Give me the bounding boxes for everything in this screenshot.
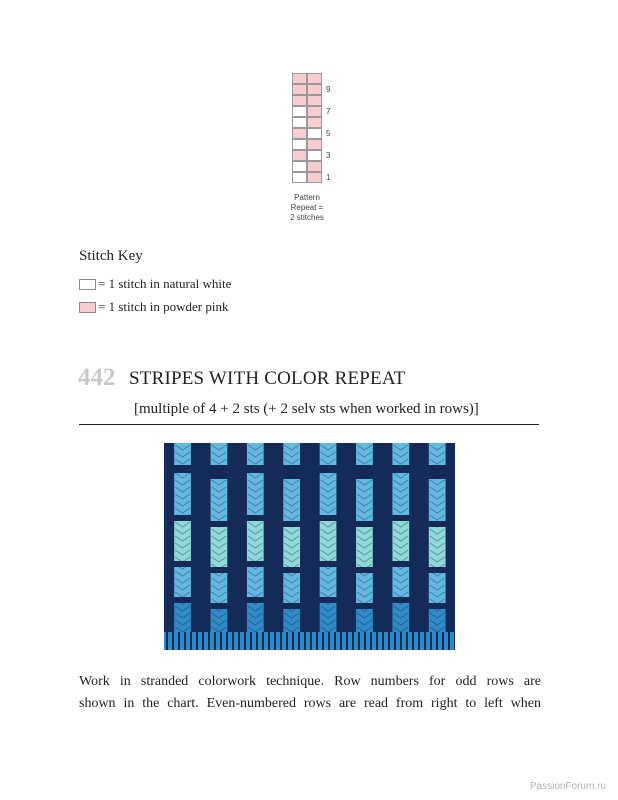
row-number-9: 9 (326, 85, 331, 94)
section-subtitle: [multiple of 4 + 2 sts (+ 2 selv sts when worked in rows)] (134, 401, 479, 417)
stitch-key-white (79, 276, 231, 292)
section-title: STRIPES WITH COLOR REPEAT (129, 368, 406, 389)
ribbing-line (454, 632, 455, 650)
stitch-key-title: Stitch Key (79, 248, 143, 264)
chart-cell (292, 172, 307, 183)
caption-line: 2 stitches (290, 213, 324, 222)
ribbing-line (292, 632, 294, 650)
section-number: 442 (78, 364, 116, 391)
knitted-swatch-photo (164, 443, 455, 650)
ribbing-line (250, 632, 252, 650)
swatch-stripe (211, 527, 228, 567)
ribbing-line (196, 632, 198, 650)
chart-cell (292, 150, 307, 161)
ribbing-line (448, 632, 450, 650)
site-watermark: PassionForum.ru (529, 781, 606, 792)
ribbing-line (400, 632, 402, 650)
pink-swatch-icon (79, 302, 96, 313)
swatch-stripe (356, 573, 373, 603)
ribbing-line (316, 632, 318, 650)
ribbing-line (208, 632, 210, 650)
chart-cell (307, 139, 322, 150)
ribbing-line (370, 632, 372, 650)
ribbing-line (244, 632, 246, 650)
swatch-stripe (429, 527, 446, 567)
instructions-line: Work in stranded colorwork technique. Row numbers for odd rows are (79, 674, 541, 689)
ribbing-line (310, 632, 312, 650)
ribbing-line (202, 632, 204, 650)
ribbing-line (190, 632, 192, 650)
instructions-line: shown in the chart. Even-numbered rows are read from right to left when (79, 696, 541, 711)
ribbing-line (322, 632, 324, 650)
ribbing-line (274, 632, 276, 650)
ribbing-line (394, 632, 396, 650)
ribbing-line (286, 632, 288, 650)
chart-cell (307, 161, 322, 172)
caption-line: Pattern (294, 193, 320, 202)
section-divider (79, 424, 539, 425)
ribbing-line (388, 632, 390, 650)
row-number-3: 3 (326, 151, 331, 160)
chart-cell (292, 139, 307, 150)
chart-caption (282, 193, 332, 223)
ribbing-line (358, 632, 360, 650)
ribbing-line (406, 632, 408, 650)
ribbing-line (178, 632, 180, 650)
chart-cell (307, 172, 322, 183)
chart-cell (292, 95, 307, 106)
ribbing-line (268, 632, 270, 650)
stitch-key-pink (79, 299, 228, 315)
chart-cell (307, 117, 322, 128)
swatch-ribbing (164, 632, 455, 650)
ribbing-line (220, 632, 222, 650)
chart-cell (292, 161, 307, 172)
instructions-paragraph (79, 671, 541, 715)
ribbing-line (232, 632, 234, 650)
ribbing-line (430, 632, 432, 650)
row-number-5: 5 (326, 129, 331, 138)
ribbing-line (382, 632, 384, 650)
ribbing-line (418, 632, 420, 650)
ribbing-line (436, 632, 438, 650)
chart-cell (292, 106, 307, 117)
ribbing-line (376, 632, 378, 650)
chart-cell (307, 73, 322, 84)
swatch-background (164, 443, 455, 650)
ribbing-line (412, 632, 414, 650)
ribbing-line (298, 632, 300, 650)
chart-cell (292, 84, 307, 95)
ribbing-line (346, 632, 348, 650)
swatch-stripe (211, 573, 228, 603)
stitch-key-pink-label: = 1 stitch in powder pink (98, 299, 229, 314)
ribbing-line (442, 632, 444, 650)
ribbing-line (280, 632, 282, 650)
chart-cell (307, 150, 322, 161)
swatch-stripe (429, 573, 446, 603)
chart-cell (292, 128, 307, 139)
ribbing-line (334, 632, 336, 650)
row-number-1: 1 (326, 173, 331, 182)
swatch-stripe (283, 573, 300, 603)
chart-cell (307, 106, 322, 117)
swatch-stripe (356, 527, 373, 567)
ribbing-line (172, 632, 174, 650)
chart-cell (307, 95, 322, 106)
ribbing-line (214, 632, 216, 650)
stitch-key-white-label: = 1 stitch in natural white (98, 276, 232, 291)
ribbing-line (340, 632, 342, 650)
ribbing-line (226, 632, 228, 650)
ribbing-line (166, 632, 168, 650)
ribbing-line (238, 632, 240, 650)
ribbing-line (184, 632, 186, 650)
chart-cell (307, 84, 322, 95)
ribbing-line (364, 632, 366, 650)
caption-line: Repeat = (290, 203, 324, 212)
chart-cell (292, 117, 307, 128)
ribbing-line (304, 632, 306, 650)
chart-cell (307, 128, 322, 139)
ribbing-line (424, 632, 426, 650)
ribbing-line (328, 632, 330, 650)
chart-cell (292, 73, 307, 84)
ribbing-line (352, 632, 354, 650)
white-swatch-icon (79, 279, 96, 290)
swatch-stripe (283, 527, 300, 567)
ribbing-line (262, 632, 264, 650)
ribbing-line (256, 632, 258, 650)
pattern-chart (292, 73, 322, 183)
row-number-7: 7 (326, 107, 331, 116)
